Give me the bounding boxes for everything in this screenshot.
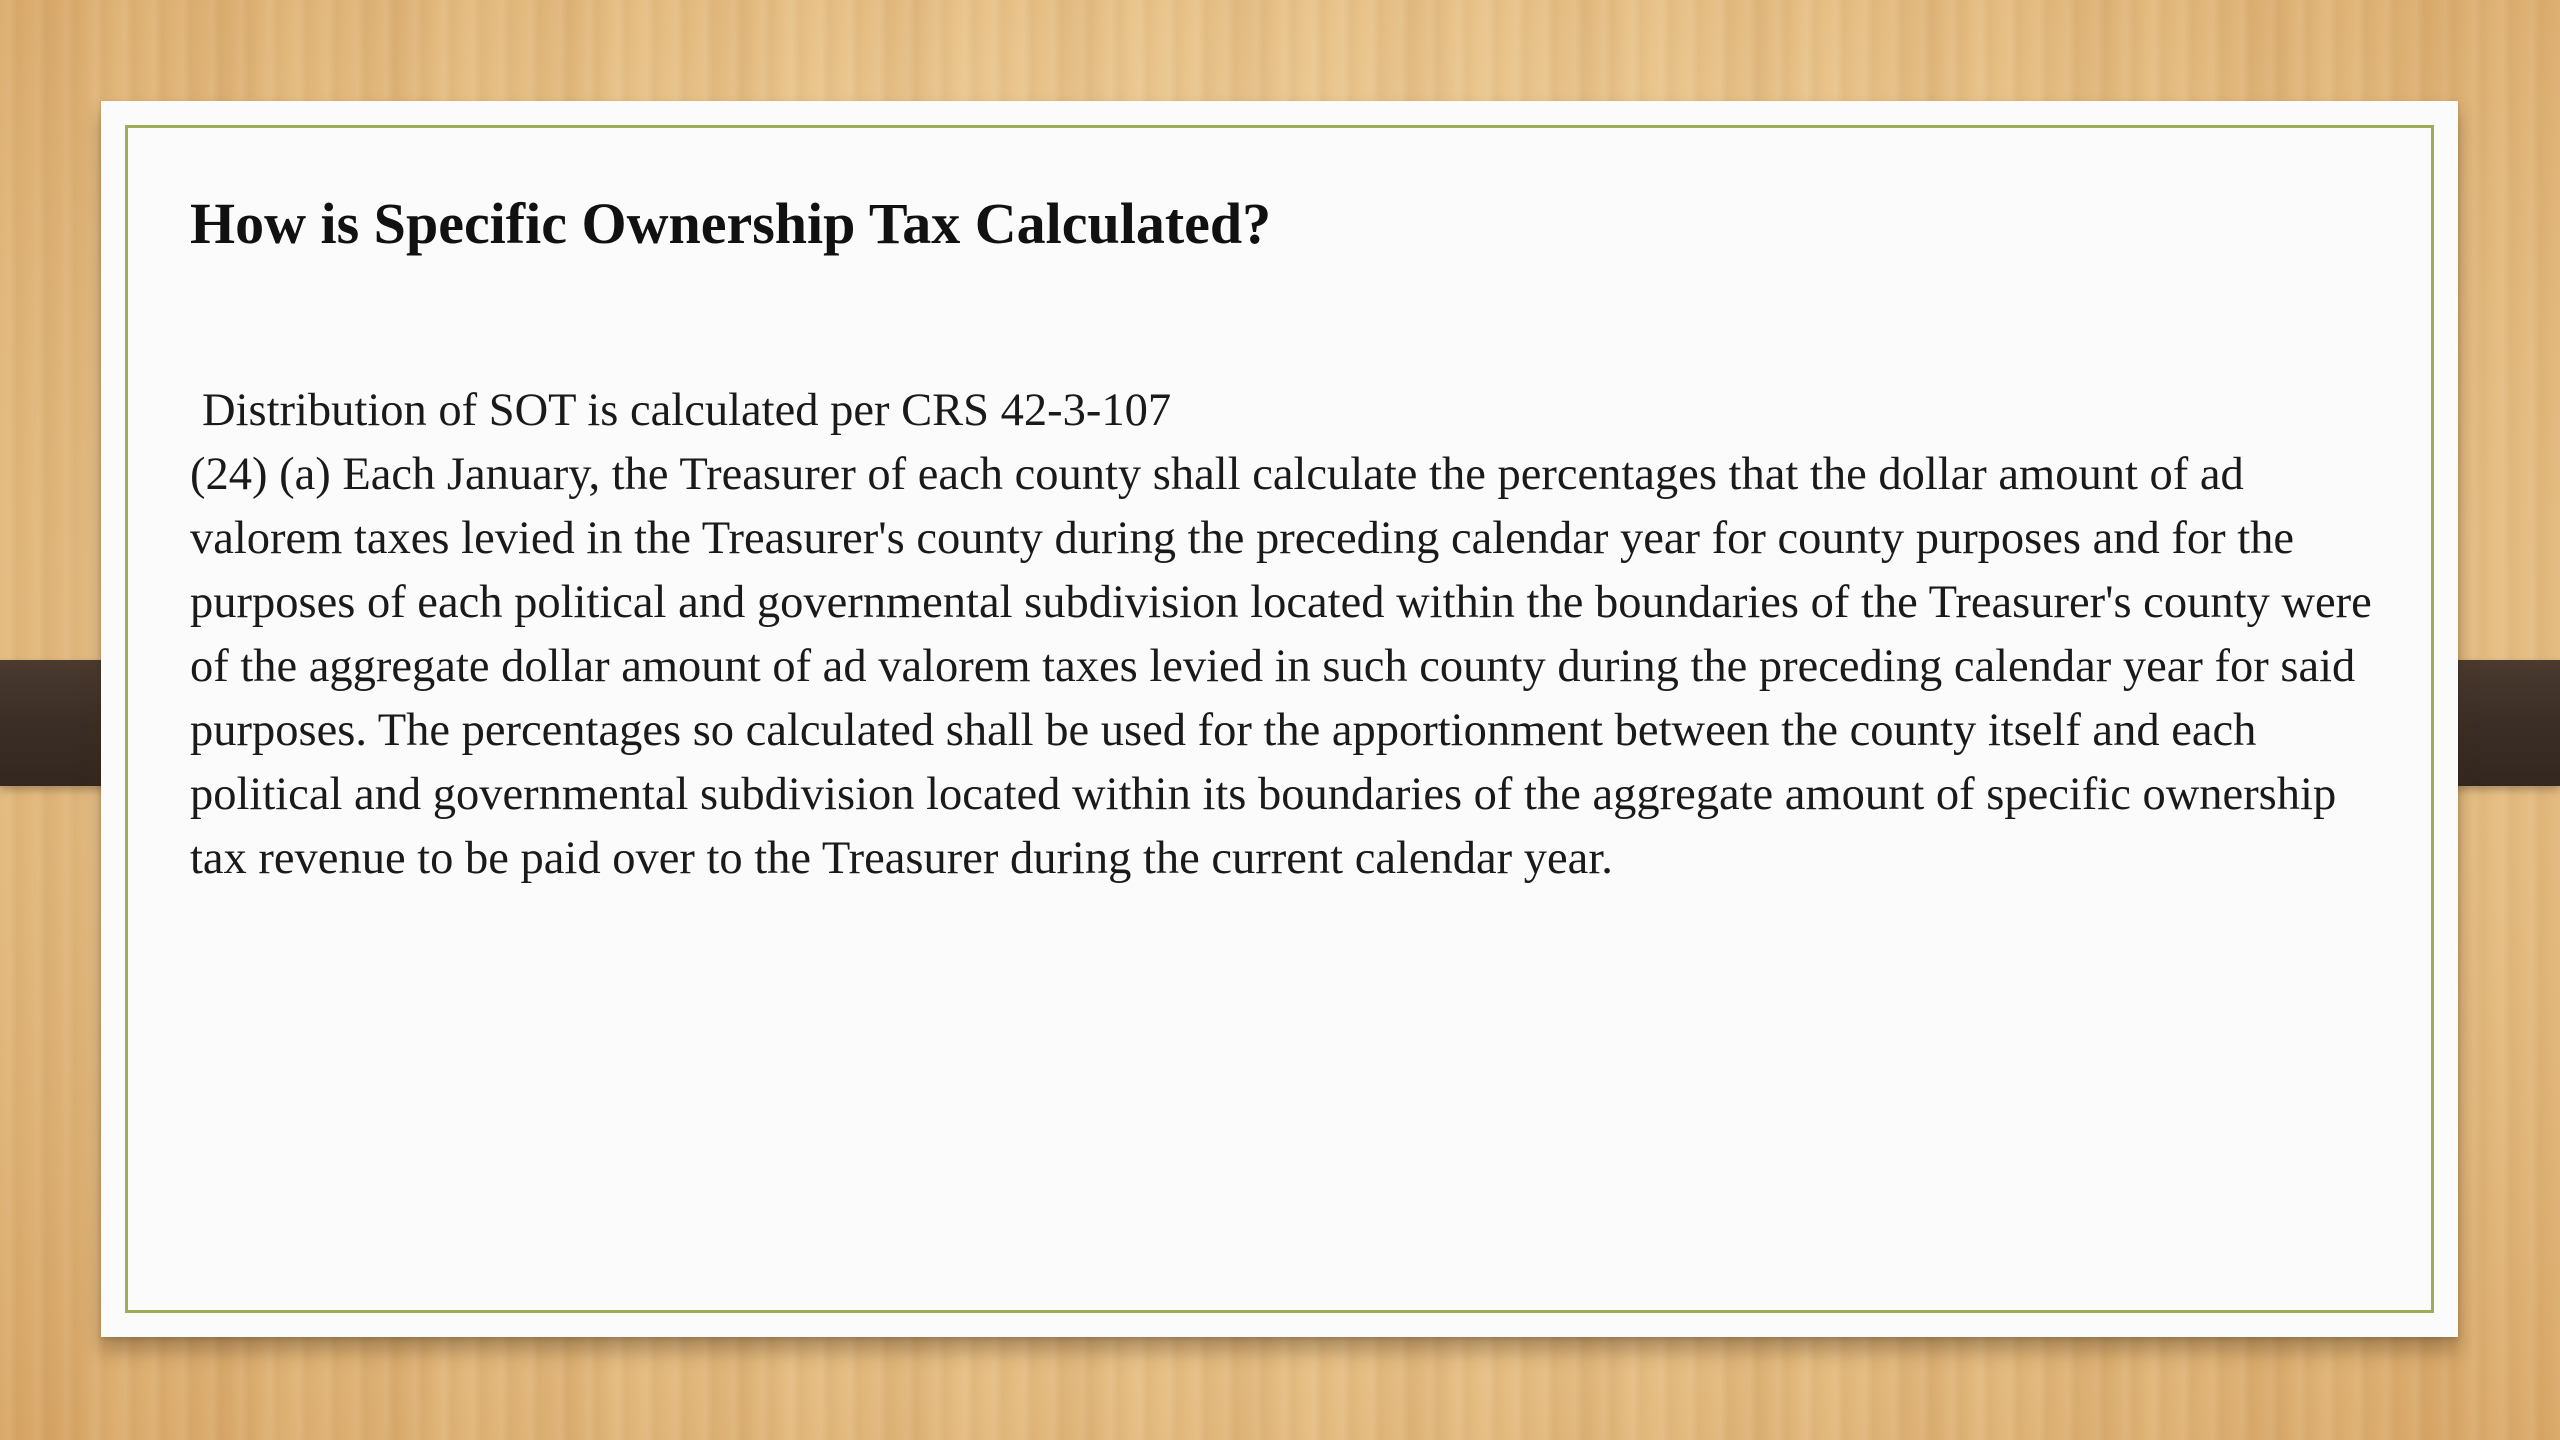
slide-card <box>101 101 2458 1337</box>
slide-body <box>190 379 2380 891</box>
body-paragraph: (24) (a) Each January, the Treasurer of each county shall calculate the percentages that the dollar amount of ad valorem taxes levied in the Treasurer's county during the preceding calendar year for county purposes and for the purposes of each political and governmental subdivision located within the boundaries of the Treasurer's county were of the aggregate dollar amount of ad valorem taxes levied in such county during the preceding calendar year for said purposes. The percentages so calculated shall be used for the apportionment between the county itself and each political and governmental subdivision located within its boundaries of the aggregate amount of specific ownership tax revenue to be paid over to the Treasurer during the current calendar year. <box>190 449 2372 884</box>
body-intro: Distribution of SOT is calculated per CRS 42-3-107 <box>202 385 1172 436</box>
slide-title: How is Specific Ownership Tax Calculated? <box>190 191 1272 256</box>
